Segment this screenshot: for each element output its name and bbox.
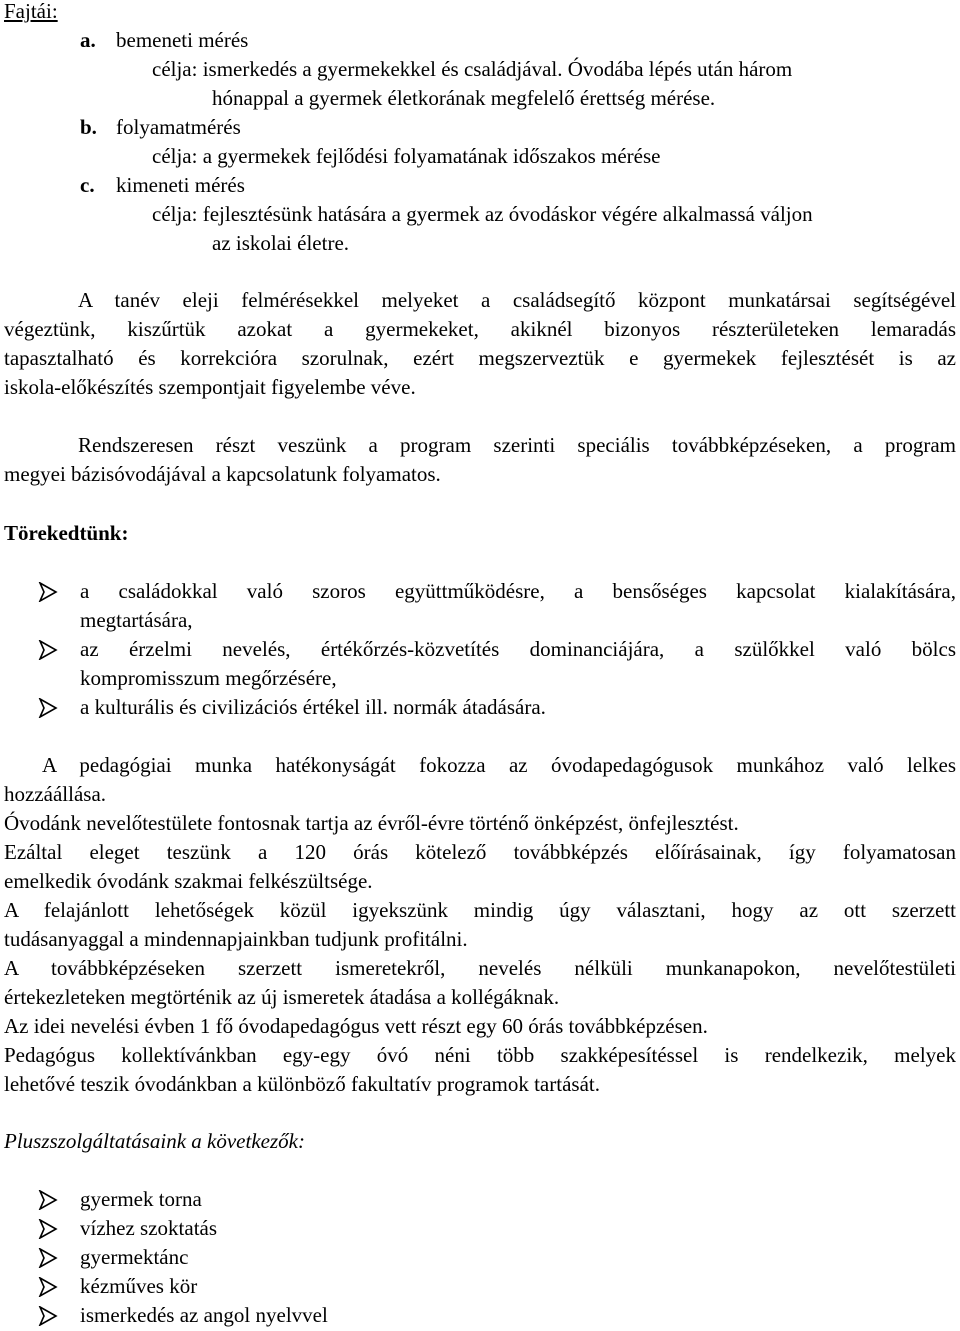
para1-line-2: végeztünk, kiszűrtük azokat a gyermekeket, akiknél bizonyos részterületeken lemaradás	[4, 317, 956, 341]
item-c-name: kimeneti mérés	[116, 173, 245, 197]
bullet-arrow-icon	[38, 1277, 58, 1297]
strive-item-3-line-1: a kulturális és civilizációs értékel ill. normák átadására.	[80, 695, 546, 719]
body-line-1: A pedagógiai munka hatékonyságát fokozza az óvodapedagógusok munkához való lelkes	[42, 753, 956, 777]
item-b-desc-1: célja: a gyermekek fejlődési folyamatának időszakos mérése	[152, 144, 661, 168]
bullet-arrow-icon	[38, 1306, 58, 1326]
body-line-2: hozzáállása.	[4, 782, 107, 806]
bullet-arrow-icon	[38, 1248, 58, 1268]
body-line-6: A felajánlott lehetőségek közül igyekszünk mindig úgy választani, hogy az ott szerzett	[4, 898, 956, 922]
extras-item-5: ismerkedés az angol nyelvvel	[80, 1303, 328, 1327]
body-line-8: A továbbképzéseken szerzett ismeretekről, nevelés nélküli munkanapokon, nevelőtestületi	[4, 956, 956, 980]
bullet-arrow-icon	[38, 1190, 58, 1210]
bullet-arrow-icon	[38, 640, 58, 660]
body-line-12: lehetővé teszik óvodánkban a különböző fakultatív programok tartását.	[4, 1072, 600, 1096]
para1-line-1: A tanév eleji felmérésekkel melyeket a családsegítő központ munkatársai segítségével	[78, 288, 956, 312]
bullet-arrow-icon	[38, 582, 58, 602]
extras-item-1: gyermek torna	[80, 1187, 202, 1211]
strive-item-2-line-2: kompromisszum megőrzésére,	[80, 666, 337, 690]
bullet-arrow-icon	[38, 1219, 58, 1239]
extras-item-3: gyermektánc	[80, 1245, 189, 1269]
item-b-letter: b.	[80, 115, 97, 139]
para1-line-3: tapasztalható és korrekcióra szorulnak, ezért megszerveztük e gyermekek fejlesztését is az	[4, 346, 956, 370]
item-a-desc-2: hónappal a gyermek életkorának megfelelő érettség mérése.	[212, 86, 716, 110]
para1-line-4: iskola-előkészítés szempontjait figyelembe véve.	[4, 375, 416, 399]
body-line-3: Óvodánk nevelőtestülete fontosnak tartja az évről-évre történő önképzést, önfejlesztést.	[4, 811, 739, 835]
item-c-desc-1: célja: fejlesztésünk hatására a gyermek az óvodáskor végére alkalmassá váljon	[152, 202, 813, 226]
extras-heading: Pluszszolgáltatásaink a következők:	[4, 1129, 305, 1153]
item-a-desc-1: célja: ismerkedés a gyermekekkel és családjával. Óvodába lépés után három	[152, 57, 793, 81]
body-line-10: Az idei nevelési évben 1 fő óvodapedagógus vett részt egy 60 órás továbbképzésen.	[4, 1014, 708, 1038]
types-heading: Fajtái:	[4, 0, 58, 23]
para2-line-2: megyei bázisóvodájával a kapcsolatunk folyamatos.	[4, 462, 441, 486]
extras-item-4: kézműves kör	[80, 1274, 198, 1298]
body-line-5: emelkedik óvodánk szakmai felkészültsége.	[4, 869, 373, 893]
item-a-letter: a.	[80, 28, 96, 52]
strive-item-2-line-1: az érzelmi nevelés, értékőrzés-közvetítés dominanciájára, a szülőkkel való bölcs	[80, 637, 956, 661]
body-line-4: Ezáltal eleget teszünk a 120 órás kötelező továbbképzés előírásainak, így folyamatosan	[4, 840, 956, 864]
extras-item-2: vízhez szoktatás	[80, 1216, 218, 1240]
bullet-arrow-icon	[38, 698, 58, 718]
body-line-7: tudásanyaggal a mindennapjainkban tudjunk profitálni.	[4, 927, 468, 951]
item-a-name: bemeneti mérés	[116, 28, 249, 52]
item-b-name: folyamatmérés	[116, 115, 241, 139]
item-c-letter: c.	[80, 173, 95, 197]
body-line-11: Pedagógus kollektívánkban egy-egy óvó néni több szakképesítéssel is rendelkezik, melyek	[4, 1043, 956, 1067]
strive-item-1-line-1: a családokkal való szoros együttműködésre, a bensőséges kapcsolat kialakítására,	[80, 579, 956, 603]
para2-line-1: Rendszeresen részt veszünk a program szerinti speciális továbbképzéseken, a program	[78, 433, 956, 457]
item-c-desc-2: az iskolai életre.	[212, 231, 350, 255]
strive-heading: Törekedtünk:	[4, 521, 129, 545]
strive-item-1-line-2: megtartására,	[80, 608, 193, 632]
body-line-9: értekezleteken megtörténik az új ismeretek átadása a kollégáknak.	[4, 985, 560, 1009]
